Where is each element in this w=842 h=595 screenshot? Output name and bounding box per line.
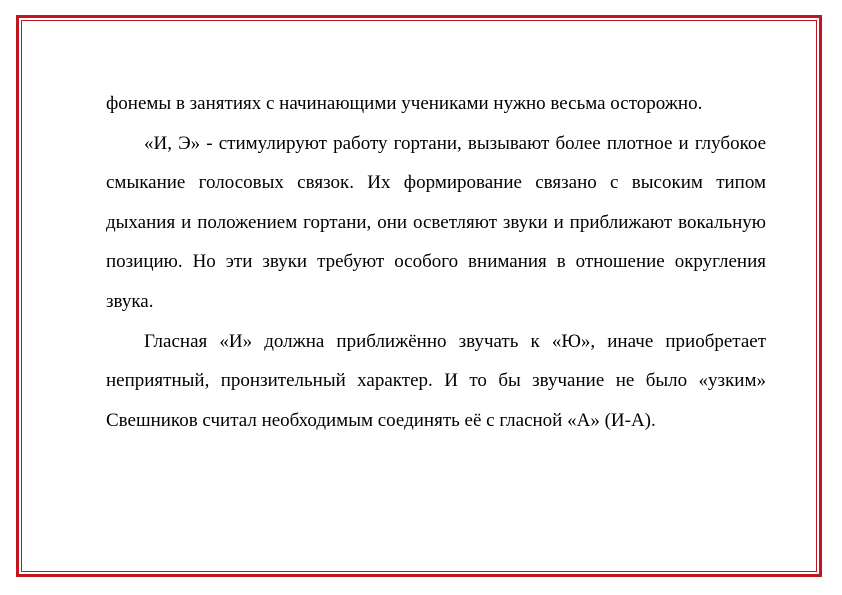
paragraph-3: Гласная «И» должна приближённо звучать к «Ю», иначе приобретает неприятный, пронзительный характер. И то бы звучание не было «узким» Свешников считал необходимым соединять её с гласной «А» (И-А). <box>106 330 766 431</box>
document-body <box>106 84 766 440</box>
paragraph-2: «И, Э» - стимулируют работу гортани, вызывают более плотное и глубокое смыкание голосовых связок. Их формирование связано с высоким типом дыхания и положением гортани, они осветляют звуки и приближают вокальную позицию. Но эти звуки требуют особого внимания в отношение округления звука. <box>106 132 766 312</box>
paragraph-1: фонемы в занятиях с начинающими учениками нужно весьма осторожно. <box>106 93 703 114</box>
